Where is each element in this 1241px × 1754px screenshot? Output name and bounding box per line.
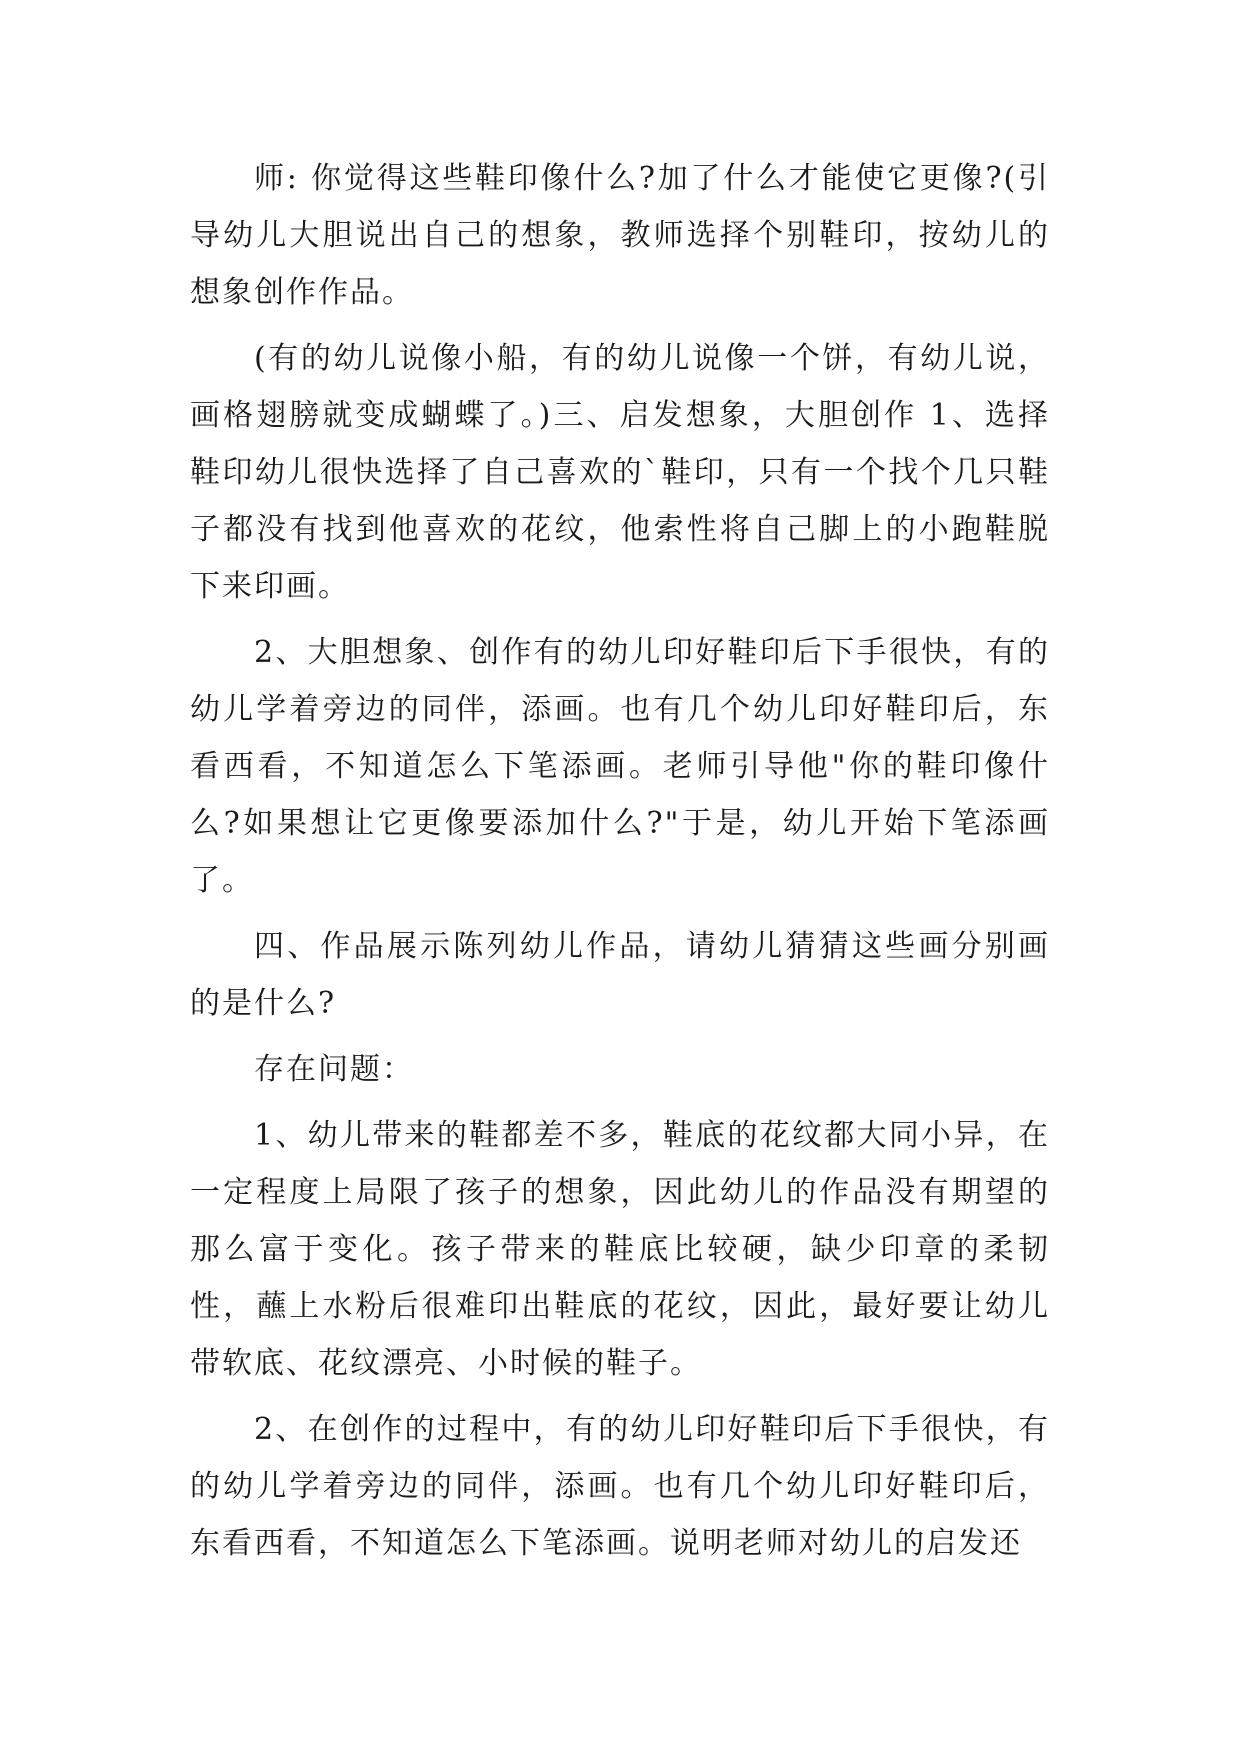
- paragraph-problems-heading: 存在问题：: [254, 1052, 414, 1087]
- paragraph-works-display: 四、作品展示陈列幼儿作品，请幼儿猜猜这些画分别画的是什么?: [190, 929, 1050, 1021]
- paragraph-teacher-question: 师: 你觉得这些鞋印像什么?加了什么才能使它更像?(引导幼儿大胆说出自己的想象，教师选择个别鞋印，按幼儿的想象创作作品。: [190, 161, 1050, 310]
- paragraph-children-answers: (有的幼儿说像小船，有的幼儿说像一个饼，有幼儿说，画格翅膀就变成蝴蝶了。)三、启发想象，大胆创作 1、选择鞋印幼儿很快选择了自己喜欢的`鞋印，只有一个找个几只鞋子都没有找到他喜欢的花纹，他索性将自己脚上的小跑鞋脱下来印画。: [190, 341, 1050, 604]
- paragraph-problem-2: 2、在创作的过程中，有的幼儿印好鞋印后下手很快，有的幼儿学着旁边的同伴，添画。也有几个幼儿印好鞋印后，东看西看，不知道怎么下笔添画。说明老师对幼儿的启发还: [190, 1412, 1050, 1561]
- paragraph-bold-imagination: 2、大胆想象、创作有的幼儿印好鞋印后下手很快，有的幼儿学着旁边的同伴，添画。也有几个幼儿印好鞋印后，东看西看，不知道怎么下笔添画。老师引导他"你的鞋印像什么?如果想让它更像要添加什么?"于是，幼儿开始下笔添画了。: [190, 635, 1050, 898]
- paragraph-problem-1: 1、幼儿带来的鞋都差不多，鞋底的花纹都大同小异，在一定程度上局限了孩子的想象，因此幼儿的作品没有期望的那么富于变化。孩子带来的鞋底比较硬，缺少印章的柔韧性，蘸上水粉后很难印出鞋底的花纹，因此，最好要让幼儿带软底、花纹漂亮、小时候的鞋子。: [190, 1118, 1050, 1381]
- document-body: [190, 150, 1050, 1581]
